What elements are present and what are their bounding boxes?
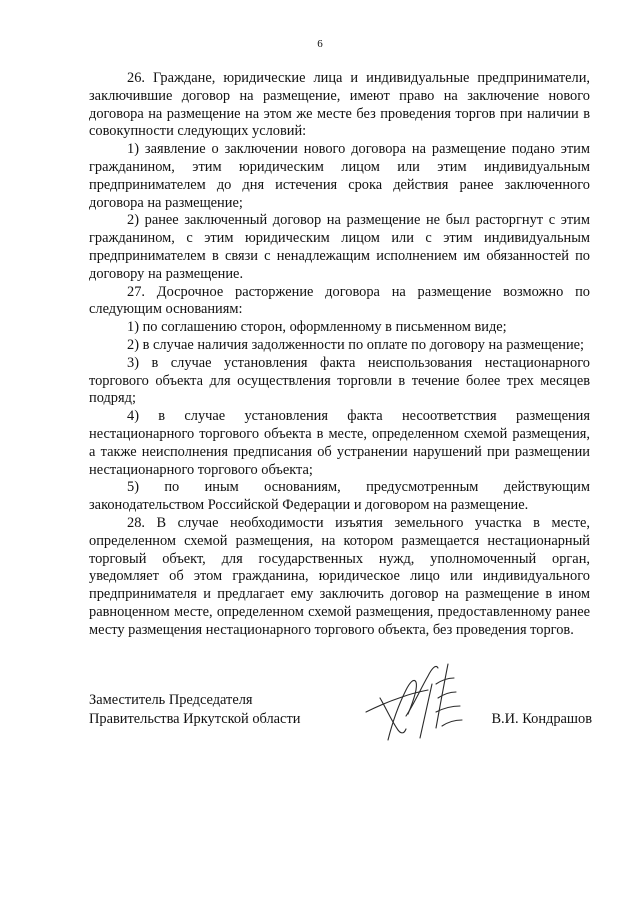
paragraph-27: 27. Досрочное расторжение договора на размещение возможно по следующим основаниям: — [89, 283, 590, 318]
signatory-name: В.И. Кондрашов — [491, 711, 592, 727]
paragraph-27-item-1: 1) по соглашению сторон, оформленному в письменном виде; — [127, 319, 507, 336]
paragraph-26-item-2: 2) ранее заключенный договор на размещение не был расторгнут с этим гражданином, с этим юридическим лицом или с этим индивидуальным предпринимателем в связи с ненадлежащим исполнением им обязанностей по договору на размещение. — [89, 212, 590, 282]
signature-block — [89, 691, 592, 751]
page-number: 6 — [317, 38, 323, 50]
paragraph-26: 26. Граждане, юридические лица и индивидуальные предприниматели, заключившие договор на размещение, имеют право на заключение нового договора на размещение на этом же месте без проведения торгов при наличии в совокупности следующих условий: — [89, 70, 590, 140]
paragraph-27-item-4: 4) в случае установления факта несоответствия размещения нестационарного торгового объекта в месте, определенном схемой размещения, а также неисполнения предписания об устранении нарушений при размещении нестационарного торгового объекта; — [89, 408, 590, 478]
paragraph-27-item-2: 2) в случае наличия задолженности по оплате по договору на размещение; — [127, 336, 585, 353]
document-body — [89, 70, 590, 640]
paragraph-27-item-5: 5) по иным основаниям, предусмотренным действующим законодательством Российской Федерации и договором на размещение. — [89, 479, 590, 514]
signatory-position-line-1: Заместитель Председателя — [89, 692, 253, 708]
paragraph-27-item-3: 3) в случае установления факта неиспользования нестационарного торгового объекта для осуществления торговли в течение более трех месяцев подряд; — [89, 354, 590, 407]
paragraph-26-item-1: 1) заявление о заключении нового договора на размещение подано этим гражданином, этим юридическим лицом или этим индивидуальным предпринимателем до дня истечения срока действия ранее заключенного договора на размещение; — [89, 141, 590, 211]
signatory-position-line-2: Правительства Иркутской области — [89, 711, 301, 727]
paragraph-28: 28. В случае необходимости изъятия земельного участка в месте, определенном схемой размещения, на котором размещается нестационарный торговый объект, для государственных нужд, уполномоченный орган, уведомляет об этом гражданина, юридическое лицо или индивидуального предпринимателя и предлагает ему заключить договор на размещение в ином равноценном месте, определенном схемой размещения, предоставленному ранее месту размещения нестационарного торгового объекта, без проведения торгов. — [89, 514, 590, 638]
